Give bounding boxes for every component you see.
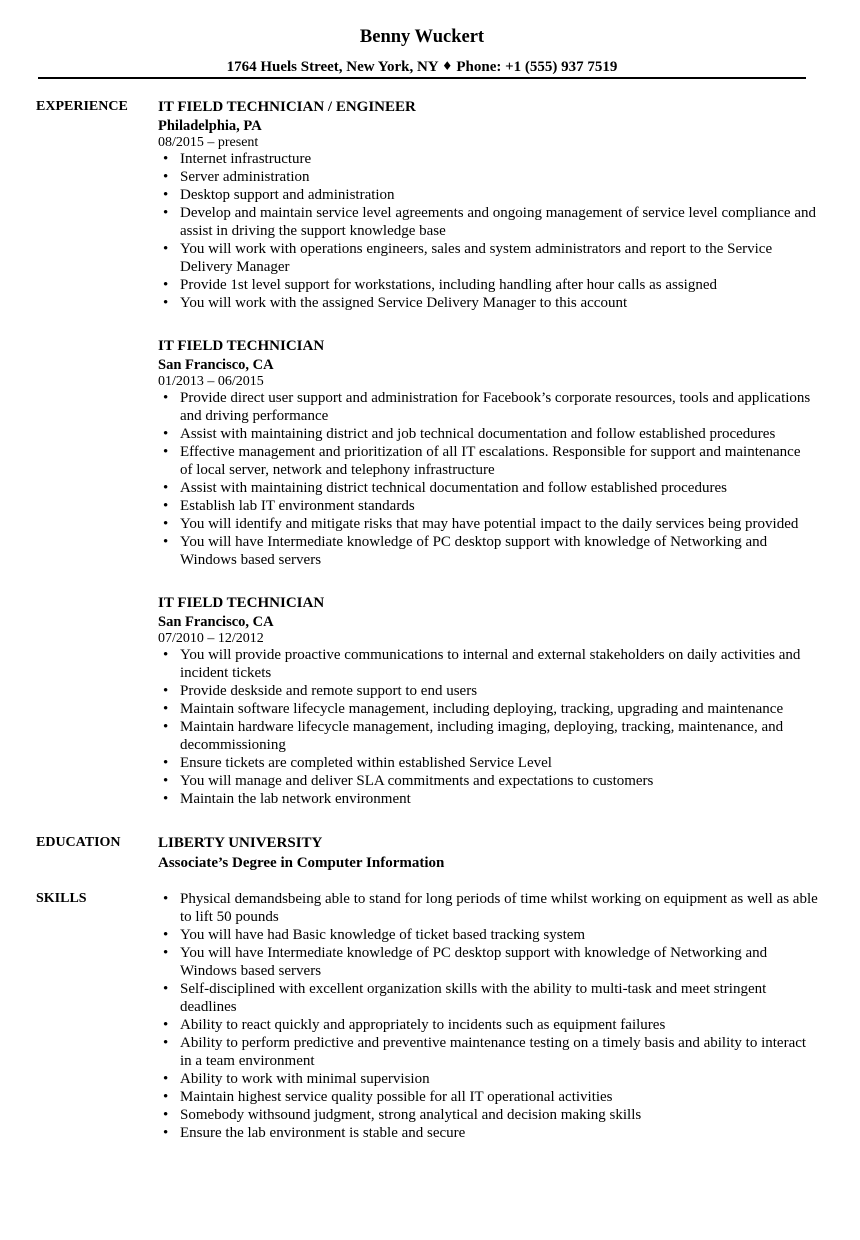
bullet-line: • Desktop support and administration <box>180 187 395 203</box>
bullet-line: • Maintain the lab network environment <box>180 791 411 807</box>
bullet-line: • Server administration <box>180 169 310 185</box>
bullet-item <box>158 718 846 754</box>
job-entry <box>158 593 846 808</box>
bullet-item <box>158 646 846 682</box>
section-heading-education: EDUCATION <box>36 835 121 850</box>
bullet-line: • Assist with maintaining district technical documentation and follow established procedures <box>180 480 727 496</box>
bullet-item <box>158 1070 846 1088</box>
bullet-line: incident tickets <box>180 665 272 681</box>
bullet-item <box>158 772 846 790</box>
bullet-item <box>158 890 846 926</box>
bullet-line: • Provide 1st level support for workstations, including handling after hour calls as assigned <box>180 277 717 293</box>
bullet-line: decommissioning <box>180 737 286 753</box>
bullet-line: • You will have Intermediate knowledge of PC desktop support with knowledge of Networking and <box>180 534 768 550</box>
bullet-item <box>158 240 846 276</box>
bullet-item <box>158 276 846 294</box>
bullet-item <box>158 204 846 240</box>
bullet-item <box>158 389 846 425</box>
resume-body <box>36 97 846 1142</box>
bullet-line: • Self-disciplined with excellent organization skills with the ability to multi-task and meet stringent <box>180 981 767 997</box>
bullet-line: • Ensure the lab environment is stable and secure <box>180 1125 466 1141</box>
bullet-item <box>158 1034 846 1070</box>
bullet-item <box>158 168 846 186</box>
bullet-line: • You will identify and mitigate risks that may have potential impact to the daily services being provided <box>180 516 799 532</box>
bullet-item <box>158 533 846 569</box>
bullet-line: • Maintain highest service quality possible for all IT operational activities <box>180 1089 613 1105</box>
bullet-item <box>158 1124 846 1142</box>
skills-body <box>158 890 846 1142</box>
bullet-item <box>158 479 846 497</box>
bullet-line: • You will manage and deliver SLA commitments and expectations to customers <box>180 773 654 789</box>
job-entry <box>158 97 846 312</box>
bullet-item <box>158 754 846 772</box>
bullet-line: • Develop and maintain service level agreements and ongoing management of service level compliance and <box>180 205 816 221</box>
bullet-item <box>158 443 846 479</box>
school-name: LIBERTY UNIVERSITY <box>158 835 323 851</box>
resume-header <box>0 0 860 80</box>
education-entry <box>158 833 846 873</box>
bullet-item <box>158 980 846 1016</box>
bullet-item <box>158 294 846 312</box>
diamond-separator-icon: ♦ <box>441 59 453 73</box>
degree-name: Associate’s Degree in Computer Information <box>158 855 445 871</box>
bullet-line: in a team environment <box>180 1053 315 1069</box>
bullet-line: • You will have Intermediate knowledge of PC desktop support with knowledge of Networking and <box>180 945 768 961</box>
bullet-item <box>158 1106 846 1124</box>
bullet-line: • Ensure tickets are completed within established Service Level <box>180 755 552 771</box>
bullet-line: to lift 50 pounds <box>180 909 279 925</box>
bullet-line: Delivery Manager <box>180 259 290 275</box>
bullet-line: • Internet infrastructure <box>180 151 312 167</box>
skills-section <box>36 890 846 1142</box>
bullet-line: • Somebody withsound judgment, strong analytical and decision making skills <box>180 1107 642 1123</box>
job-entry <box>158 336 846 569</box>
job-title: IT FIELD TECHNICIAN <box>158 595 325 611</box>
bullet-line: deadlines <box>180 999 237 1015</box>
header-divider <box>38 77 806 79</box>
bullet-item <box>158 926 846 944</box>
bullet-item <box>158 1088 846 1106</box>
experience-entries <box>158 97 846 808</box>
bullet-line: • Maintain hardware lifecycle management, including imaging, deploying, tracking, maintenance, and <box>180 719 784 735</box>
job-location: San Francisco, CA <box>158 357 274 373</box>
bullet-line: • Assist with maintaining district and job technical documentation and follow established procedures <box>180 426 776 442</box>
job-dates: 07/2010 – 12/2012 <box>158 631 264 646</box>
bullet-line: • You will work with operations engineers, sales and system administrators and report to the Service <box>180 241 773 257</box>
bullet-line: • Provide deskside and remote support to end users <box>180 683 478 699</box>
bullet-item <box>158 150 846 168</box>
experience-section <box>36 97 846 808</box>
job-responsibilities-list <box>158 150 846 312</box>
job-location: Philadelphia, PA <box>158 118 262 134</box>
job-title: IT FIELD TECHNICIAN / ENGINEER <box>158 99 416 115</box>
job-dates: 08/2015 – present <box>158 135 259 150</box>
job-location: San Francisco, CA <box>158 614 274 630</box>
bullet-item <box>158 1016 846 1034</box>
phone: Phone: +1 (555) 937 7519 <box>456 59 618 75</box>
contact-line <box>0 58 844 76</box>
job-dates: 01/2013 – 06/2015 <box>158 374 264 389</box>
bullet-line: • Physical demandsbeing able to stand for long periods of time whilst working on equipment as well as able <box>180 891 818 907</box>
bullet-line: • Establish lab IT environment standards <box>180 498 415 514</box>
bullet-item <box>158 700 846 718</box>
bullet-item <box>158 186 846 204</box>
bullet-line: Windows based servers <box>180 963 322 979</box>
bullet-item <box>158 944 846 980</box>
job-responsibilities-list <box>158 646 846 808</box>
section-heading-experience: EXPERIENCE <box>36 99 128 114</box>
bullet-line: • Ability to work with minimal supervision <box>180 1071 430 1087</box>
bullet-line: • You will provide proactive communications to internal and external stakeholders on daily activities and <box>180 647 801 663</box>
bullet-item <box>158 515 846 533</box>
bullet-line: • Provide direct user support and administration for Facebook’s corporate resources, tools and applications <box>180 390 811 406</box>
section-heading-skills: SKILLS <box>36 891 87 906</box>
bullet-line: of local server, network and telephony infrastructure <box>180 462 495 478</box>
bullet-item <box>158 682 846 700</box>
bullet-line: and driving performance <box>180 408 329 424</box>
bullet-line: • Effective management and prioritization of all IT escalations. Responsible for support and maintenance <box>180 444 801 460</box>
bullet-line: • Maintain software lifecycle management, including deploying, tracking, upgrading and maintenance <box>180 701 784 717</box>
address: 1764 Huels Street, New York, NY <box>226 59 439 75</box>
education-section <box>36 833 846 873</box>
bullet-line: assist in driving the support knowledge base <box>180 223 446 239</box>
bullet-line: • Ability to react quickly and appropriately to incidents such as equipment failures <box>180 1017 666 1033</box>
bullet-item <box>158 790 846 808</box>
candidate-name: Benny Wuckert <box>359 27 485 47</box>
skills-list <box>158 890 846 1142</box>
bullet-line: • You will have had Basic knowledge of ticket based tracking system <box>180 927 586 943</box>
bullet-line: • You will work with the assigned Service Delivery Manager to this account <box>180 295 628 311</box>
bullet-item <box>158 497 846 515</box>
job-responsibilities-list <box>158 389 846 569</box>
bullet-item <box>158 425 846 443</box>
job-title: IT FIELD TECHNICIAN <box>158 338 325 354</box>
bullet-line: Windows based servers <box>180 552 322 568</box>
bullet-line: • Ability to perform predictive and preventive maintenance testing on a timely basis and ability to interact <box>180 1035 807 1051</box>
